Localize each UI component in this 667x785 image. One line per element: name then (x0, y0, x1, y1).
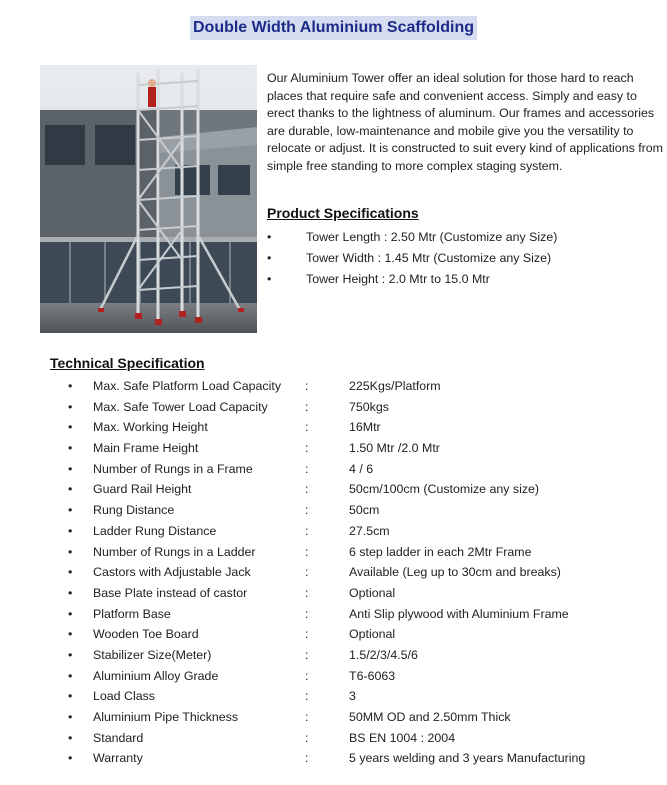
scaffolding-tower-photo (40, 65, 257, 333)
spec-value: 16Mtr (349, 420, 381, 435)
spec-separator: : (305, 523, 309, 538)
spec-value: 50MM OD and 2.50mm Thick (349, 710, 511, 724)
spec-label: Max. Safe Platform Load Capacity (93, 379, 282, 393)
spec-value: Optional (349, 627, 396, 642)
spec-label: Max. Safe Tower Load Capacity (93, 399, 268, 414)
spec-separator: : (305, 647, 309, 662)
spec-separator: : (305, 751, 309, 766)
title-wrapper (0, 16, 667, 40)
bullet: • (68, 606, 73, 621)
spec-label: Aluminium Alloy Grade (93, 668, 219, 683)
spec-label: Warranty (93, 751, 143, 766)
bullet: • (68, 523, 73, 538)
bullet: • (68, 730, 73, 745)
spec-label: Load Class (93, 689, 155, 704)
spec-label: Wooden Toe Board (93, 627, 199, 642)
spec-label: Platform Base (93, 606, 171, 621)
bullet: • (267, 251, 272, 265)
spec-label: Ladder Rung Distance (93, 523, 217, 538)
spec-separator: : (305, 627, 309, 642)
spec-label: Rung Distance (93, 503, 175, 518)
spec-value: 50cm/100cm (Customize any size) (349, 482, 540, 497)
bullet: • (68, 689, 73, 704)
spec-value: BS EN 1004 : 2004 (349, 730, 456, 745)
spec-separator: : (305, 461, 309, 476)
product-specifications-heading: Product Specifications (267, 205, 419, 221)
bullet: • (267, 272, 272, 286)
spec-separator: : (305, 544, 309, 559)
bullet: • (68, 710, 73, 724)
spec-label: Main Frame Height (93, 441, 199, 456)
spec-value: 50cm (349, 503, 380, 518)
bullet: • (68, 461, 73, 476)
spec-separator: : (305, 399, 309, 414)
spec-label: Base Plate instead of castor (93, 585, 248, 600)
bullet: • (68, 399, 73, 414)
product-spec-text: Tower Height : 2.0 Mtr to 15.0 Mtr (306, 272, 490, 286)
spec-value: Anti Slip plywood with Aluminium Frame (349, 606, 569, 621)
spec-separator: : (305, 668, 309, 683)
spec-label: Number of Rungs in a Ladder (93, 544, 256, 559)
spec-value: 27.5cm (349, 523, 390, 538)
spec-label: Standard (93, 730, 144, 745)
bullet: • (68, 503, 73, 518)
spec-separator: : (305, 689, 309, 704)
bullet: • (68, 751, 73, 766)
product-spec-text: Tower Length : 2.50 Mtr (Customize any Size) (306, 230, 558, 244)
spec-label: Stabilizer Size(Meter) (93, 647, 212, 662)
spec-value: T6-6063 (349, 668, 396, 683)
page-title: Double Width Aluminium Scaffolding (190, 16, 477, 40)
spec-value: Optional (349, 585, 396, 600)
bullet: • (68, 585, 73, 600)
bullet: • (68, 565, 73, 580)
spec-separator: : (305, 565, 309, 580)
bullet: • (68, 379, 73, 393)
spec-separator: : (305, 503, 309, 518)
spec-value: 750kgs (349, 399, 389, 414)
spec-value: 1.50 Mtr /2.0 Mtr (349, 441, 440, 456)
spec-value: 5 years welding and 3 years Manufacturing (349, 751, 586, 766)
spec-label: Max. Working Height (93, 420, 208, 435)
bullet: • (68, 544, 73, 559)
spec-label: Aluminium Pipe Thickness (93, 710, 239, 724)
spec-label: Castors with Adjustable Jack (93, 565, 251, 580)
spec-separator: : (305, 420, 309, 435)
spec-label: Guard Rail Height (93, 482, 192, 497)
spec-value: 225Kgs/Platform (349, 379, 441, 393)
intro-paragraph: Our Aluminium Tower offer an ideal solution for those hard to reach places that require safe and convenient access. Simply and easy to erect thanks to the lightness of aluminum. Our frames and accessories are durable, low-maintenance and mobile give you the versatility to relocate or adjust. It is constructed to suit every kind of applications from simple free standing to more complex staging system. (267, 71, 663, 173)
bullet: • (68, 627, 73, 642)
spec-separator: : (305, 379, 309, 393)
spec-separator: : (305, 482, 309, 497)
bullet: • (68, 441, 73, 456)
product-spec-text: Tower Width : 1.45 Mtr (Customize any Size) (306, 251, 552, 265)
spec-value: 6 step ladder in each 2Mtr Frame (349, 544, 532, 559)
spec-value: Available (Leg up to 30cm and breaks) (349, 565, 561, 580)
spec-label: Number of Rungs in a Frame (93, 461, 253, 476)
spec-separator: : (305, 441, 309, 456)
bullet: • (68, 668, 73, 683)
technical-specification-heading: Technical Specification (50, 355, 205, 371)
spec-separator: : (305, 730, 309, 745)
bullet: • (68, 420, 73, 435)
spec-value: 1.5/2/3/4.5/6 (349, 647, 418, 662)
bullet: • (267, 230, 272, 244)
bullet: • (68, 647, 73, 662)
bullet: • (68, 482, 73, 497)
spec-separator: : (305, 606, 309, 621)
spec-value: 4 / 6 (349, 461, 374, 476)
spec-value: 3 (349, 689, 356, 704)
spec-separator: : (305, 710, 309, 724)
spec-separator: : (305, 585, 309, 600)
